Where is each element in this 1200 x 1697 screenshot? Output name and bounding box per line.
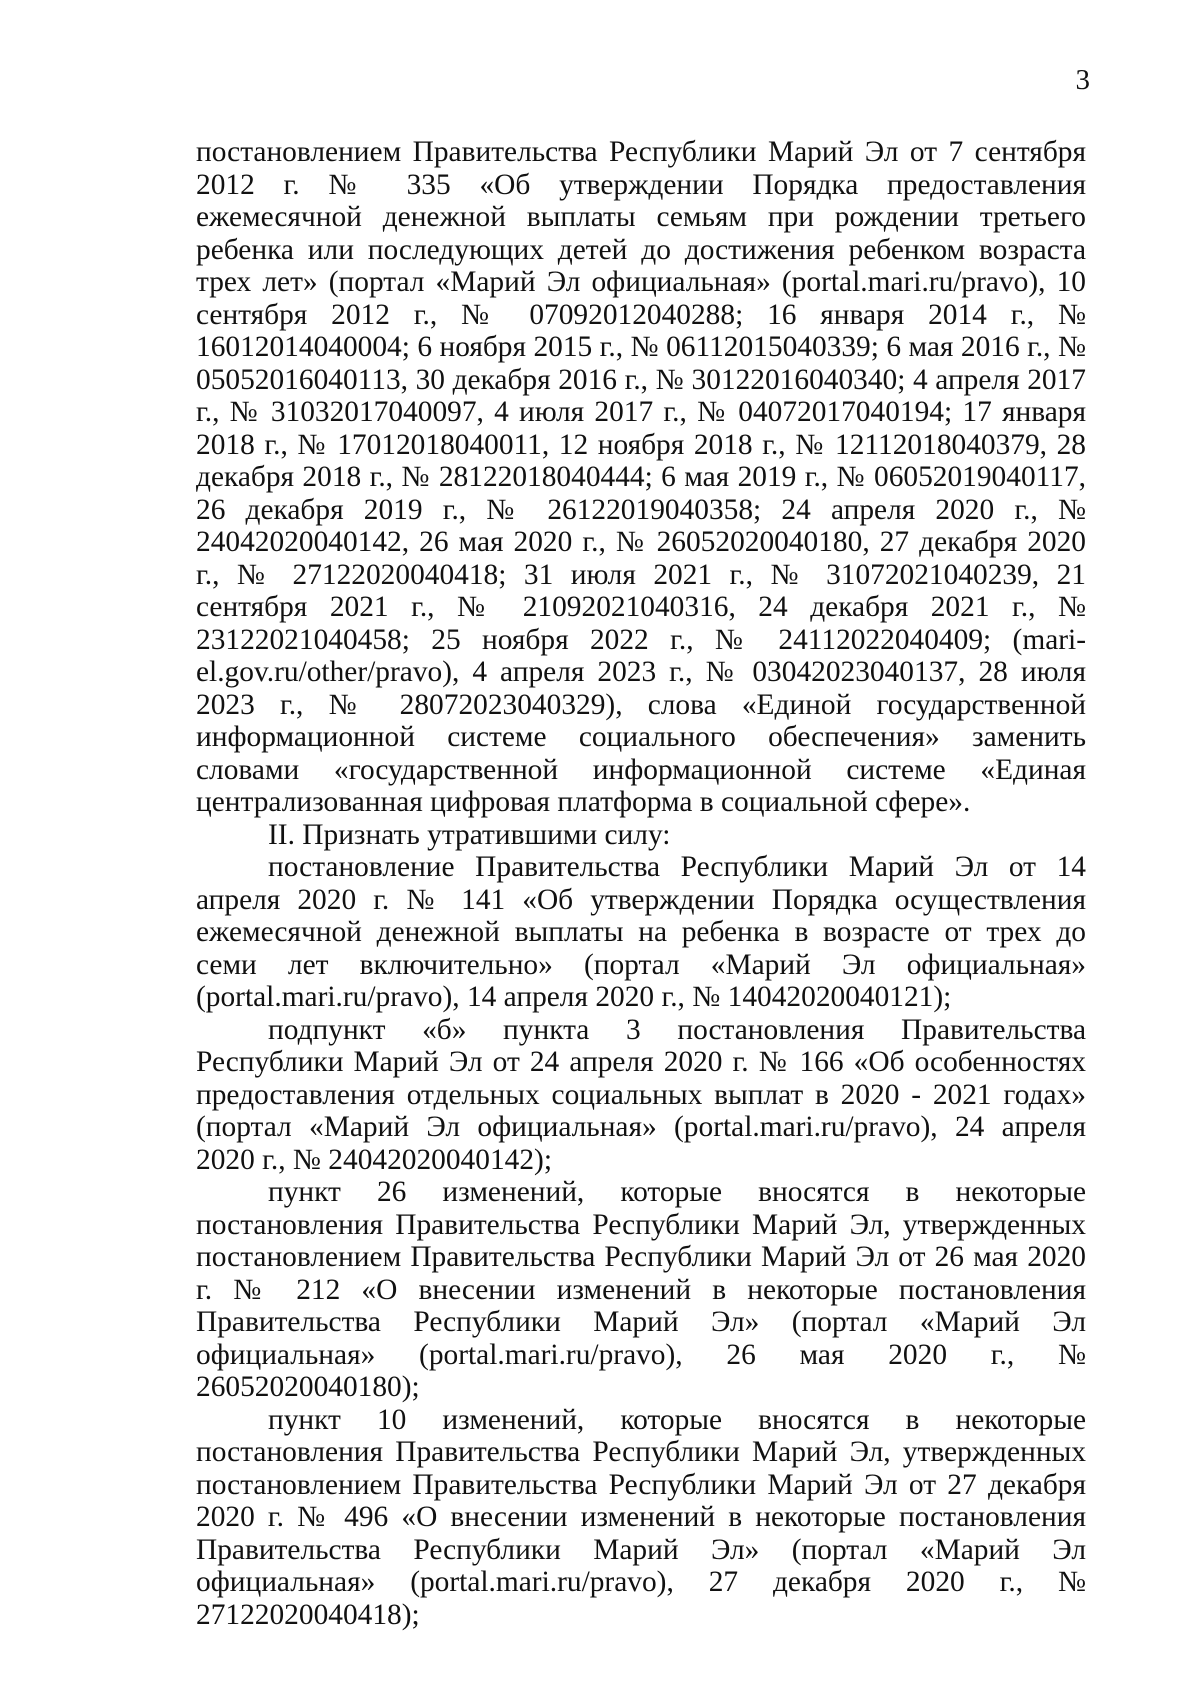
document-body (196, 136, 1086, 1631)
repealed-item-3: пункт 26 изменений, которые вносятся в некоторые постановления Правительства Республики Марий Эл, утвержденных постановлением Правительства Республики Марий Эл от 26 мая 2020 г. № 212 «О внесении изменений в некоторые постановления Правительства Республики Марий Эл» (портал «Марий Эл официальная» (portal.mari.ru/pravo), 26 мая 2020 г., № 26052020040180); (196, 1176, 1086, 1403)
repealed-item-4: пункт 10 изменений, которые вносятся в некоторые постановления Правительства Республики Марий Эл, утвержденных постановлением Правительства Республики Марий Эл от 27 декабря 2020 г. № 496 «О внесении изменений в некоторые постановления Правительства Республики Марий Эл» (портал «Марий Эл официальная» (portal.mari.ru/pravo), 27 декабря 2020 г., № 27122020040418); (196, 1403, 1086, 1631)
repealed-item-2: подпункт «б» пункта 3 постановления Правительства Республики Марий Эл от 24 апреля 2020 г. № 166 «Об особенностях предоставления отдельных социальных выплат в 2020 - 2021 годах» (портал «Марий Эл официальная» (portal.mari.ru/pravo), 24 апреля 2020 г., № 24042020040142); (196, 1013, 1086, 1176)
paragraph-continuation: постановлением Правительства Республики Марий Эл от 7 сентября 2012 г. № 335 «Об утверждении Порядка предоставления ежемесячной денежной выплаты семьям при рождении третьего ребенка или последующих детей до достижения ребенком возраста трех лет» (портал «Марий Эл официальная» (portal.mari.ru/pravo), 10 сентября 2012 г., № 07092012040288; 16 января 2014 г., № 16012014040004; 6 ноября 2015 г., № 06112015040339; 6 мая 2016 г., № 05052016040113, 30 декабря 2016 г., № 30122016040340; 4 апреля 2017 г., № 31032017040097, 4 июля 2017 г., № 04072017040194; 17 января 2018 г., № 17012018040011, 12 ноября 2018 г., № 12112018040379, 28 декабря 2018 г., № 28122018040444; 6 мая 2019 г., № 06052019040117, 26 декабря 2019 г., № 26122019040358; 24 апреля 2020 г., № 24042020040142, 26 мая 2020 г., № 26052020040180, 27 декабря 2020 г., № 27122020040418; 31 июля 2021 г., № 31072021040239, 21 сентября 2021 г., № 21092021040316, 24 декабря 2021 г., № 23122021040458; 25 ноября 2022 г., № 24112022040409; (mari-el.gov.ru/other/pravo), 4 апреля 2023 г., № 03042023040137, 28 июля 2023 г., № 28072023040329), слова «Единой государственной информационной системе социального обеспечения» заменить словами «государственной информационной системе «Единая централизованная цифровая платформа в социальной сфере». (196, 136, 1086, 818)
repealed-item-1: постановление Правительства Республики Марий Эл от 14 апреля 2020 г. № 141 «Об утверждении Порядка осуществления ежемесячной денежной выплаты на ребенка в возрасте от трех до семи лет включительно» (портал «Марий Эл официальная» (portal.mari.ru/pravo), 14 апреля 2020 г., № 14042020040121); (196, 851, 1086, 1013)
section-heading-ii: II. Признать утратившими силу: (268, 818, 671, 851)
page-number: 3 (1075, 64, 1090, 96)
